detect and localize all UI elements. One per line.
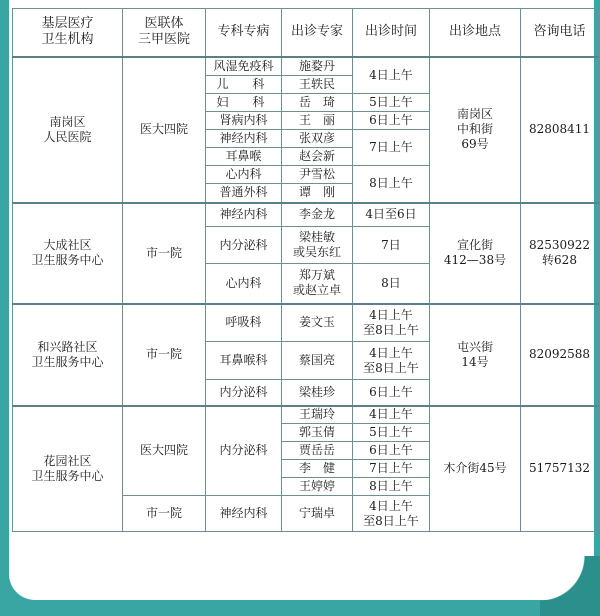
location-hexinglu: 屯兴街 14号	[430, 304, 521, 406]
doctor-cell: 贾岳岳	[282, 442, 353, 460]
institution-hexinglu: 和兴路社区 卫生服务中心	[13, 304, 123, 406]
time-cell: 4日上午 至8日上午	[353, 304, 430, 342]
time-cell: 6日上午	[353, 380, 430, 406]
table-row	[13, 57, 599, 76]
header-doctor: 出诊专家	[282, 9, 353, 57]
time-cell: 7日上午	[353, 460, 430, 478]
header-location: 出诊地点	[430, 9, 521, 57]
doctor-cell: 施婺丹	[282, 57, 353, 76]
phone-nangang: 82808411	[521, 57, 599, 203]
doctor-cell: 宁瑞卓	[282, 496, 353, 532]
location-nangang: 南岗区 中和街 69号	[430, 57, 521, 203]
header-hospital: 医联体 三甲医院	[123, 9, 206, 57]
header-time: 出诊时间	[353, 9, 430, 57]
phone-hexinglu: 82092588	[521, 304, 599, 406]
specialty-cell: 内分泌科	[206, 380, 282, 406]
specialty-cell: 妇 科	[206, 94, 282, 112]
doctor-cell: 梁桂珍	[282, 380, 353, 406]
decorative-corner	[540, 556, 600, 616]
specialty-cell: 肾病内科	[206, 112, 282, 130]
location-dacheng: 宣化街 412—38号	[430, 203, 521, 304]
time-cell: 8日上午	[353, 478, 430, 496]
doctor-cell: 王瑞玲	[282, 406, 353, 424]
phone-huayuan: 51757132	[521, 406, 599, 532]
doctor-cell: 张双彦	[282, 130, 353, 148]
doctor-cell: 尹雪松	[282, 166, 353, 184]
institution-dacheng: 大成社区 卫生服务中心	[13, 203, 123, 304]
time-cell: 6日上午	[353, 112, 430, 130]
time-cell: 4日上午	[353, 406, 430, 424]
specialty-cell: 风湿免疫科	[206, 57, 282, 76]
hospital-huayuan-b: 市一院	[123, 496, 206, 532]
phone-dacheng: 82530922 转628	[521, 203, 599, 304]
header-institution: 基层医疗 卫生机构	[13, 9, 123, 57]
time-cell: 5日上午	[353, 94, 430, 112]
doctor-cell: 梁桂敏 或吴东红	[282, 227, 353, 264]
time-cell: 7日	[353, 227, 430, 264]
specialty-cell: 呼吸科	[206, 304, 282, 342]
specialty-cell: 耳鼻喉	[206, 148, 282, 166]
hospital-nangang: 医大四院	[123, 57, 206, 203]
time-cell: 5日上午	[353, 424, 430, 442]
specialty-huayuan-a: 内分泌科	[206, 406, 282, 496]
institution-nangang: 南岗区 人民医院	[13, 57, 123, 203]
table-row	[13, 304, 599, 342]
doctor-cell: 王轶民	[282, 76, 353, 94]
doctor-cell: 郭玉倩	[282, 424, 353, 442]
doctor-cell: 赵会新	[282, 148, 353, 166]
specialty-cell: 神经内科	[206, 203, 282, 227]
hospital-huayuan-a: 医大四院	[123, 406, 206, 496]
doctor-cell: 蔡国亮	[282, 342, 353, 380]
table-row	[13, 203, 599, 227]
hospital-dacheng: 市一院	[123, 203, 206, 304]
doctor-cell: 岳 琦	[282, 94, 353, 112]
doctor-cell: 郑万斌 或赵立卓	[282, 264, 353, 304]
time-cell: 8日上午	[353, 166, 430, 203]
header-phone: 咨询电话	[521, 9, 599, 57]
specialty-huayuan-b: 神经内科	[206, 496, 282, 532]
specialty-cell: 神经内科	[206, 130, 282, 148]
header-row	[13, 9, 599, 57]
specialty-cell: 耳鼻喉科	[206, 342, 282, 380]
doctor-cell: 王婷婷	[282, 478, 353, 496]
doctor-cell: 姜文玉	[282, 304, 353, 342]
specialty-cell: 内分泌科	[206, 227, 282, 264]
time-cell: 7日上午	[353, 130, 430, 166]
specialty-cell: 心内科	[206, 166, 282, 184]
location-huayuan: 木介街45号	[430, 406, 521, 532]
specialty-cell: 儿 科	[206, 76, 282, 94]
hospital-hexinglu: 市一院	[123, 304, 206, 406]
institution-huayuan: 花园社区 卫生服务中心	[13, 406, 123, 532]
time-cell: 4日至6日	[353, 203, 430, 227]
table-row	[13, 406, 599, 424]
header-specialty: 专科专病	[206, 9, 282, 57]
time-cell: 4日上午 至8日上午	[353, 496, 430, 532]
specialty-cell: 心内科	[206, 264, 282, 304]
specialty-cell: 普通外科	[206, 184, 282, 203]
clinic-schedule-table	[12, 8, 599, 532]
time-cell: 4日上午 至8日上午	[353, 342, 430, 380]
doctor-cell: 李金龙	[282, 203, 353, 227]
clinic-schedule-table-wrapper	[12, 8, 599, 532]
doctor-cell: 谭 刚	[282, 184, 353, 203]
time-cell: 8日	[353, 264, 430, 304]
doctor-cell: 王 丽	[282, 112, 353, 130]
time-cell: 6日上午	[353, 442, 430, 460]
doctor-cell: 李 健	[282, 460, 353, 478]
time-cell: 4日上午	[353, 57, 430, 94]
